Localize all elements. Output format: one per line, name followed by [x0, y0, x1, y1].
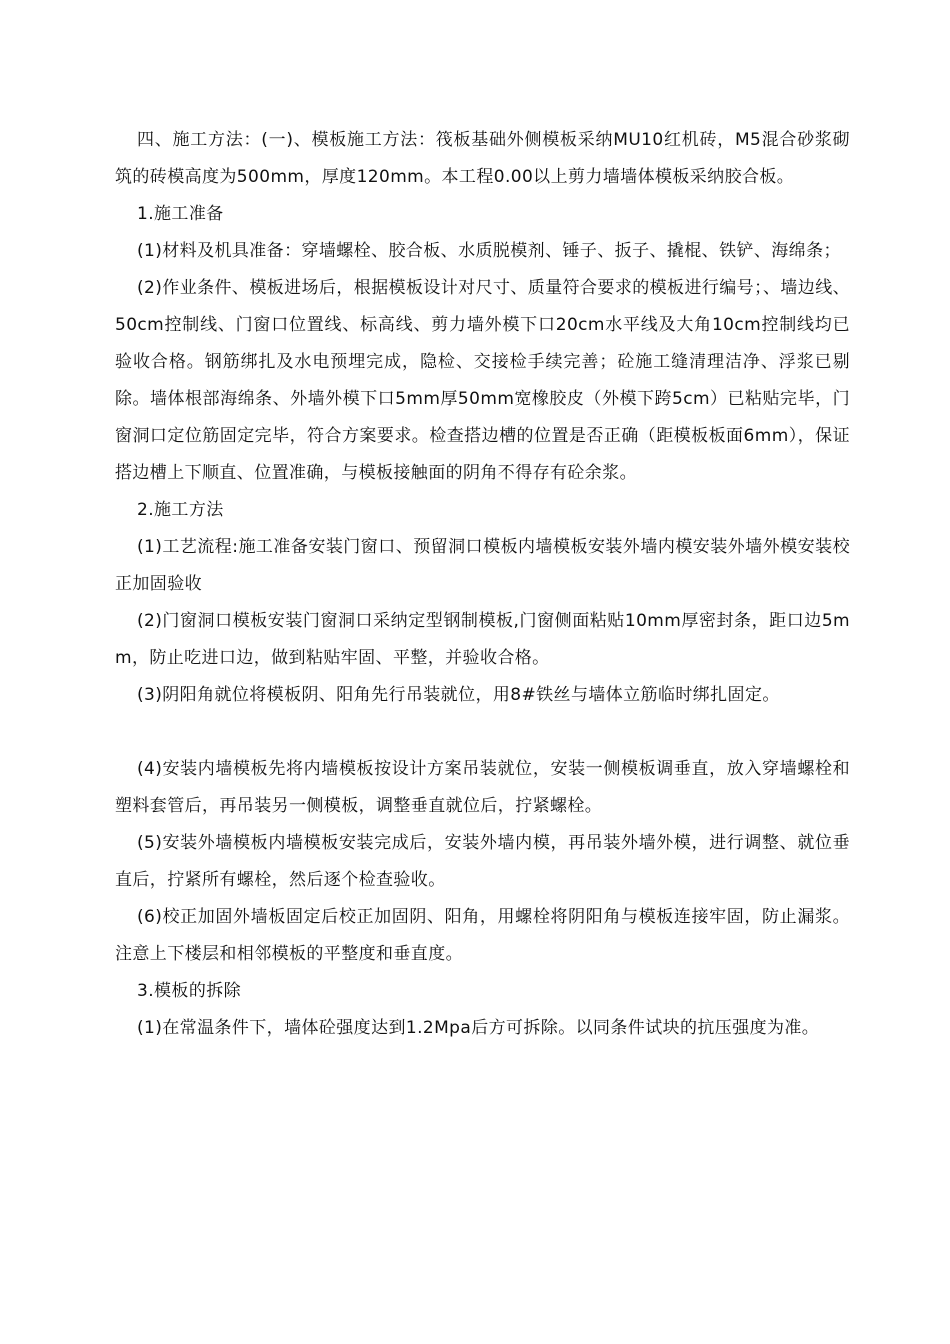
paragraph-materials-and-tools: (1)材料及机具准备：穿墙螺栓、胶合板、水质脱模剂、锤子、扳子、撬棍、铁铲、海绵条； — [137, 241, 841, 261]
paragraph-inner-wall-formwork: (4)安装内墙模板先将内墙模板按设计方案吊装就位，安装一侧模板调垂直，放入穿墙螺栓和塑料套管后，再吊装另一侧模板，调整垂直就位后，拧紧螺栓。 — [115, 759, 850, 816]
paragraph-removal-condition: (1)在常温条件下，墙体砼强度达到1.2Mpa后方可拆除。以同条件试块的抗压强度为准。 — [137, 1018, 820, 1038]
heading-formwork-removal: 3.模板的拆除 — [137, 981, 242, 1001]
document-body — [115, 122, 850, 1047]
heading-construction-method: 2.施工方法 — [137, 500, 224, 520]
paragraph-construction-methods-intro: 四、施工方法：(一)、模板施工方法：筏板基础外侧模板采纳MU10红机砖，M5混合砂浆砌筑的砖模高度为500mm，厚度120mm。本工程0.00以上剪力墙墙体模板采纳胶合板。 — [115, 130, 850, 187]
paragraph-spacer — [115, 714, 850, 751]
paragraph-process-flow: (1)工艺流程:施工准备安装门窗口、预留洞口模板内墙模板安装外墙内模安装外墙外模安装校正加固验收 — [115, 537, 850, 594]
paragraph-correction-reinforcement: (6)校正加固外墙板固定后校正加固阴、阳角，用螺栓将阴阳角与模板连接牢固，防止漏浆。注意上下楼层和相邻模板的平整度和垂直度。 — [115, 907, 850, 964]
heading-construction-preparation: 1.施工准备 — [137, 204, 224, 224]
paragraph-door-window-formwork: (2)门窗洞口模板安装门窗洞口采纳定型钢制模板,门窗侧面粘贴10mm厚密封条，距口边5mm，防止吃进口边，做到粘贴牢固、平整，并验收合格。 — [115, 611, 850, 668]
paragraph-corner-placement: (3)阴阳角就位将模板阴、阳角先行吊装就位，用8#铁丝与墙体立筋临时绑扎固定。 — [137, 685, 780, 705]
paragraph-working-conditions: (2)作业条件、模板进场后，根据模板设计对尺寸、质量符合要求的模板进行编号；、墙边线、50cm控制线、门窗口位置线、标高线、剪力墙外模下口20cm水平线及大角10cm控制线均已验收合格。钢筋绑扎及水电预埋完成，隐检、交接检手续完善；砼施工缝清理洁净、浮浆已剔除。墙体根部海绵条、外墙外模下口5mm厚50mm宽橡胶皮（外模下跨5cm）已粘贴完毕，门窗洞口定位筋固定完毕，符合方案要求。检查搭边槽的位置是否正确（距模板板面6mm），保证搭边槽上下顺直、位置准确，与模板接触面的阴角不得存有砼余浆。 — [115, 278, 850, 483]
paragraph-outer-wall-formwork: (5)安装外墙模板内墙模板安装完成后，安装外墙内模，再吊装外墙外模，进行调整、就位垂直后，拧紧所有螺栓，然后逐个检查验收。 — [115, 833, 850, 890]
